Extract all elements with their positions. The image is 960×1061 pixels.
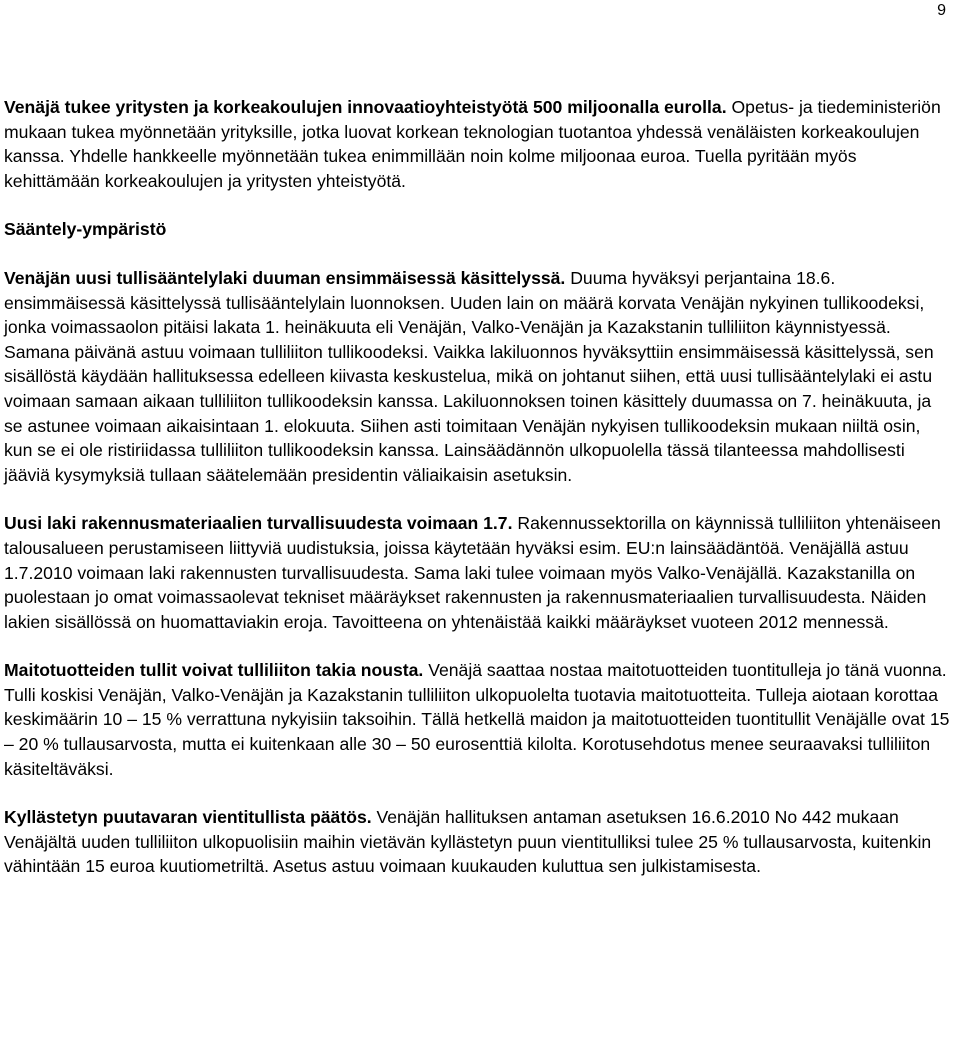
paragraph-lead: Maitotuotteiden tullit voivat tulliliiton takia nousta. bbox=[4, 660, 424, 681]
paragraph-timber-export-duty bbox=[4, 805, 952, 879]
paragraph-lead: Venäjän uusi tullisääntelylaki duuman ensimmäisessä käsittelyssä. bbox=[4, 267, 566, 288]
document-body bbox=[4, 95, 952, 879]
paragraph-text: Venäjä saattaa nostaa maitotuotteiden tuontitulleja jo tänä vuonna. Tulli koskisi Venäjän, Valko-Venäjän ja Kazakstanin tulliliiton ulkopuolelta tuotavia maitotuotteita. Tulleja aiotaan korottaa keskimäärin 10 – 15 % verrattuna nykyisiin taksoihin. Tällä hetkellä maidon ja maitotuotteiden tuontitullit Venäjälle ovat 15 – 20 % tullausarvosta, mutta ei kuitenkaan alle 30 – 50 eurosenttiä kilolta. Korotusehdotus menee seuraavaksi tulliliiton käsiteltäväksi. bbox=[4, 660, 950, 779]
paragraph-customs-law bbox=[4, 266, 952, 487]
paragraph-construction-law bbox=[4, 511, 952, 634]
section-heading: Sääntely-ympäristö bbox=[4, 219, 167, 240]
paragraph-lead: Uusi laki rakennusmateriaalien turvallisuudesta voimaan 1.7. bbox=[4, 513, 513, 534]
page-number: 9 bbox=[937, 2, 946, 19]
paragraph-lead: Venäjä tukee yritysten ja korkeakoulujen innovaatioyhteistyötä 500 miljoonalla eurolla. bbox=[4, 97, 727, 117]
paragraph-text: Rakennussektorilla on käynnissä tulliliiton yhtenäiseen talousalueen perustamiseen liittyviä uudistuksia, joissa käytetään hyväksi esim. EU:n lainsäädäntöä. Venäjällä astuu 1.7.2010 voimaan laki rakennusten turvallisuudesta. Sama laki tulee voimaan myös Valko-Venäjällä. Kazakstanilla on puolestaan jo omat voimassaolevat tekniset määräykset rakennusten ja rakennusmateriaalien turvallisuudesta. Näiden lakien sisällössä on huomattaviakin eroja. Tavoitteena on yhtenäistää kaikki määräykset vuoteen 2012 mennessä. bbox=[4, 513, 941, 632]
paragraph-dairy-tariffs bbox=[4, 658, 952, 781]
paragraph-text: Venäjän hallituksen antaman asetuksen 16.6.2010 No 442 mukaan Venäjältä uuden tulliliiton ulkopuolisiin maihin vietävän kyllästetyn puun vientitulliksi tulee 25 % tullausarvosta, kuitenkin vähintään 15 euroa kuutiometriltä. Asetus astuu voimaan kuukauden kuluttua sen julkistamisesta. bbox=[4, 807, 932, 877]
paragraph-innovation-funding bbox=[4, 95, 952, 193]
paragraph-text: Opetus- ja tiedeministeriön mukaan tukea myönnetään yrityksille, jotka luovat korkean teknologian tuotantoa yhdessä venäläisten korkeakoulujen kanssa. Yhdelle hankkeelle myönnetään tukea enimmillään noin kolme miljoonaa euroa. Tuella pyritään myös kehittämään korkeakoulujen ja yritysten yhteistyötä. bbox=[4, 97, 941, 191]
paragraph-lead: Kyllästetyn puutavaran vientitullista päätös. bbox=[4, 807, 372, 828]
section-heading-regulation bbox=[4, 217, 952, 242]
paragraph-text: Duuma hyväksyi perjantaina 18.6. ensimmäisessä käsittelyssä tullisääntelylain luonnoksen. Uuden lain on määrä korvata Venäjän nykyinen tullikoodeksi, jonka voimassaolon pitäisi lakata 1. heinäkuuta eli Venäjän, Valko-Venäjän ja Kazakstanin tulliliiton käynnistyessä. Samana päivänä astuu voimaan tulliliiton tullikoodeksi. Vaikka lakiluonnos hyväksyttiin ensimmäisessä käsittelyssä, sen sisällöstä käydään hallituksessa edelleen kiivasta keskustelua, mikä on johtanut siihen, että uusi tullisääntelylaki ei astu voimaan samaan aikaan tulliliiton tullikoodeksin kanssa. Lakiluonnoksen toinen käsittely duumassa on 7. heinäkuuta, ja se astunee voimaan aikaisintaan 1. elokuuta. Siihen asti toimitaan Venäjän nykyisen tullikoodeksin mukaan niiltä osin, kun se ei ole ristiriidassa tulliliiton tullikoodeksin kanssa. Lainsäädännön ulkopuolella tässä tilanteessa mahdollisesti jääviä kysymyksiä tullaan säätelemään presidentin väliaikaisin asetuksin. bbox=[4, 267, 934, 485]
